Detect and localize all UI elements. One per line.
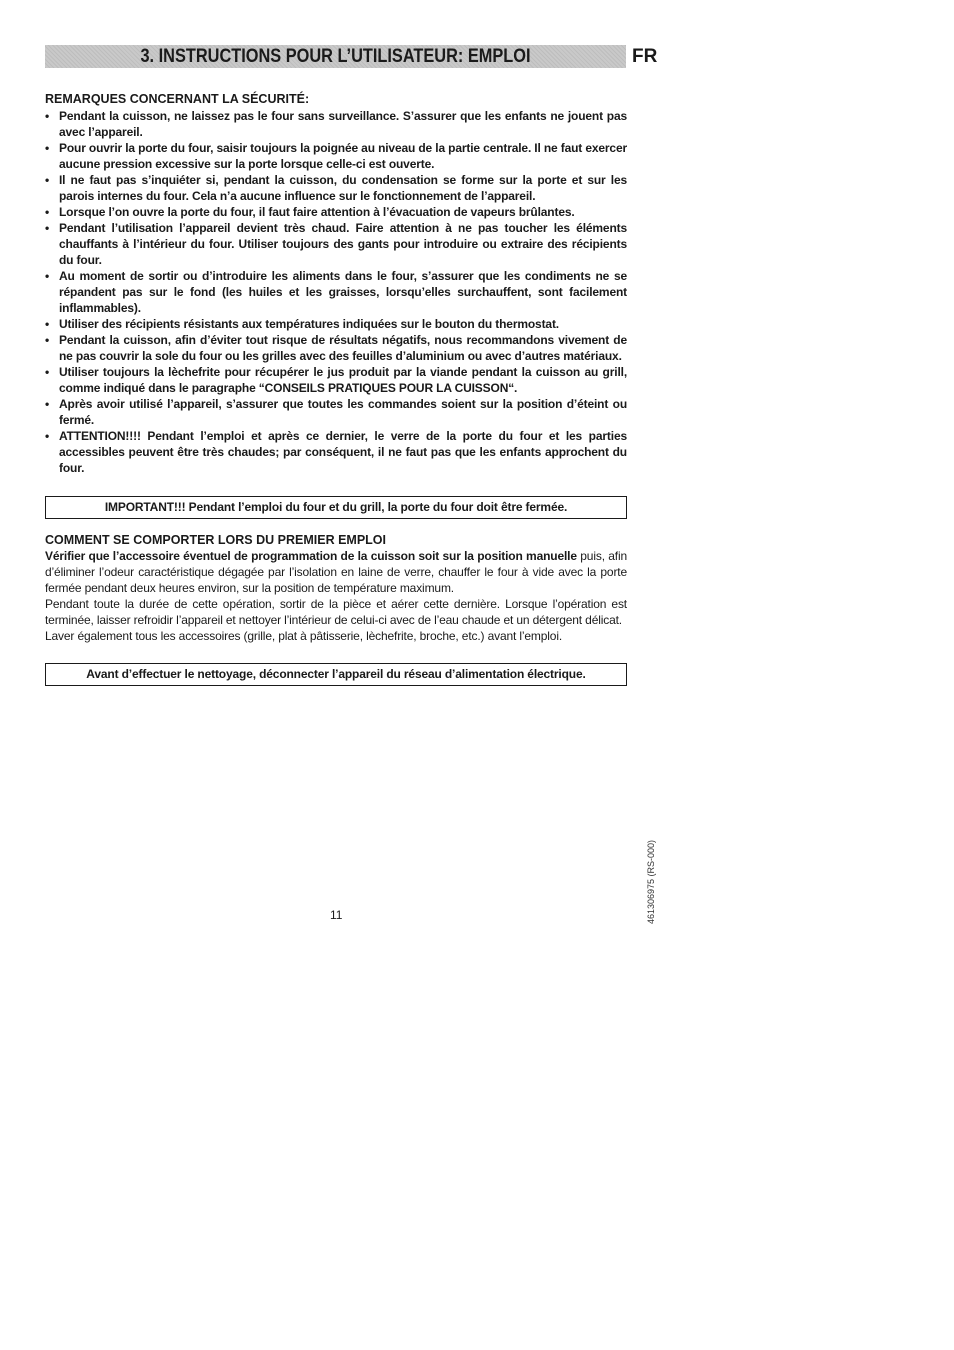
bullet-icon: •	[45, 269, 50, 283]
list-item	[45, 268, 627, 316]
list-item	[45, 332, 627, 364]
bullet-icon: •	[45, 333, 50, 347]
list-item	[45, 204, 627, 220]
bullet-icon: •	[45, 109, 50, 123]
first-use-heading: COMMENT SE COMPORTER LORS DU PREMIER EMPLOI	[45, 533, 386, 547]
list-item	[45, 316, 627, 332]
list-item-text: Pendant la cuisson, afin d’éviter tout risque de résultats négatifs, nous recommandons vivement de ne pas couvrir la sole du four ou les grilles avec des feuilles d’aluminium ou avec d’autres matériaux.	[59, 333, 627, 363]
document-code: 461306975 (RS-000)	[646, 839, 656, 924]
list-item	[45, 172, 627, 204]
list-item	[45, 396, 627, 428]
language-code: FR	[632, 46, 658, 67]
page-number: 11	[330, 908, 343, 922]
bullet-icon: •	[45, 397, 50, 411]
first-use-paragraph-3: Laver également tous les accessoires (grille, plat à pâtisserie, lèchefrite, broche, etc.) avant l’emploi.	[45, 629, 563, 643]
list-item-text: Au moment de sortir ou d’introduire les aliments dans le four, s’assurer que les condiments ne se répandent pas sur le fond (les huiles et les graisses, lorsqu’elles surchauffent, sont facilement inflammables).	[59, 269, 627, 315]
safety-heading: REMARQUES CONCERNANT LA SÉCURITÉ:	[45, 92, 310, 106]
list-item	[45, 364, 627, 396]
list-item	[45, 220, 627, 268]
list-item-text: Pour ouvrir la porte du four, saisir toujours la poignée au niveau de la partie centrale. Il ne faut exercer aucune pression excessive sur la porte lorsque celle-ci est ouverte.	[59, 141, 627, 171]
bullet-icon: •	[45, 317, 50, 331]
cleaning-notice-box: Avant d’effectuer le nettoyage, déconnecter l’appareil du réseau d’alimentation électrique.	[45, 663, 627, 686]
first-use-paragraph-2: Pendant toute la durée de cette opération, sortir de la pièce et aérer cette dernière. Lorsque l’opération est terminée, laisser refroidir l’appareil et nettoyer l’intérieur de celui-ci avec de l’eau chaude et un détergent délicat.	[45, 597, 627, 627]
page-content	[45, 91, 627, 686]
section-title: 3. INSTRUCTIONS POUR L’UTILISATEUR: EMPLOI	[140, 46, 531, 67]
important-notice-box: IMPORTANT!!! Pendant l’emploi du four et du grill, la porte du four doit être fermée.	[45, 496, 627, 519]
list-item-text: Utiliser des récipients résistants aux températures indiquées sur le bouton du thermostat.	[59, 317, 559, 331]
list-item-text: Utiliser toujours la lèchefrite pour récupérer le jus produit par la viande pendant la cuisson au grill, comme indiqué dans le paragraphe “CONSEILS PRATIQUES POUR LA CUISSON“.	[59, 365, 627, 395]
section-header-bar	[45, 45, 626, 68]
list-item-text: Après avoir utilisé l’appareil, s’assurer que toutes les commandes soient sur la position d’éteint ou fermé.	[59, 397, 627, 427]
first-use-text: puis, afin d’éliminer l’odeur caractéristique dégagée par l’isolation en laine de verre, chauffer le four à vide avec la porte fermée pendant deux heures environ, sur la position de température maximum.	[45, 549, 628, 595]
bullet-icon: •	[45, 173, 50, 187]
bullet-icon: •	[45, 141, 50, 155]
list-item-text: ATTENTION!!!! Pendant l’emploi et après ce dernier, le verre de la porte du four et les parties accessibles peuvent être très chaudes; par conséquent, il ne faut pas que les enfants approchent du four.	[59, 429, 627, 475]
list-item-text: Pendant la cuisson, ne laissez pas le four sans surveillance. S’assurer que les enfants ne jouent pas avec l’appareil.	[59, 109, 627, 139]
first-use-bold-text: Vérifier que l’accessoire éventuel de programmation de la cuisson soit sur la position manuelle	[45, 549, 577, 563]
safety-list	[45, 108, 627, 476]
list-item	[45, 428, 627, 476]
list-item	[45, 140, 627, 172]
bullet-icon: •	[45, 365, 50, 379]
bullet-icon: •	[45, 221, 50, 235]
bullet-icon: •	[45, 205, 50, 219]
list-item	[45, 108, 627, 140]
list-item-text: Il ne faut pas s’inquiéter si, pendant la cuisson, du condensation se forme sur la porte et sur les parois internes du four. Cela n’a aucune influence sur le fonctionnement de l’appareil.	[59, 173, 627, 203]
first-use-paragraph-1	[45, 548, 627, 596]
list-item-text: Lorsque l’on ouvre la porte du four, il faut faire attention à l’évacuation de vapeurs brûlantes.	[59, 205, 575, 219]
bullet-icon: •	[45, 429, 50, 443]
list-item-text: Pendant l’utilisation l’appareil devient très chaud. Faire attention à ne pas toucher les éléments chauffants à l’intérieur du four. Utiliser toujours des gants pour introduire ou extraire des récipients du four.	[59, 221, 627, 267]
